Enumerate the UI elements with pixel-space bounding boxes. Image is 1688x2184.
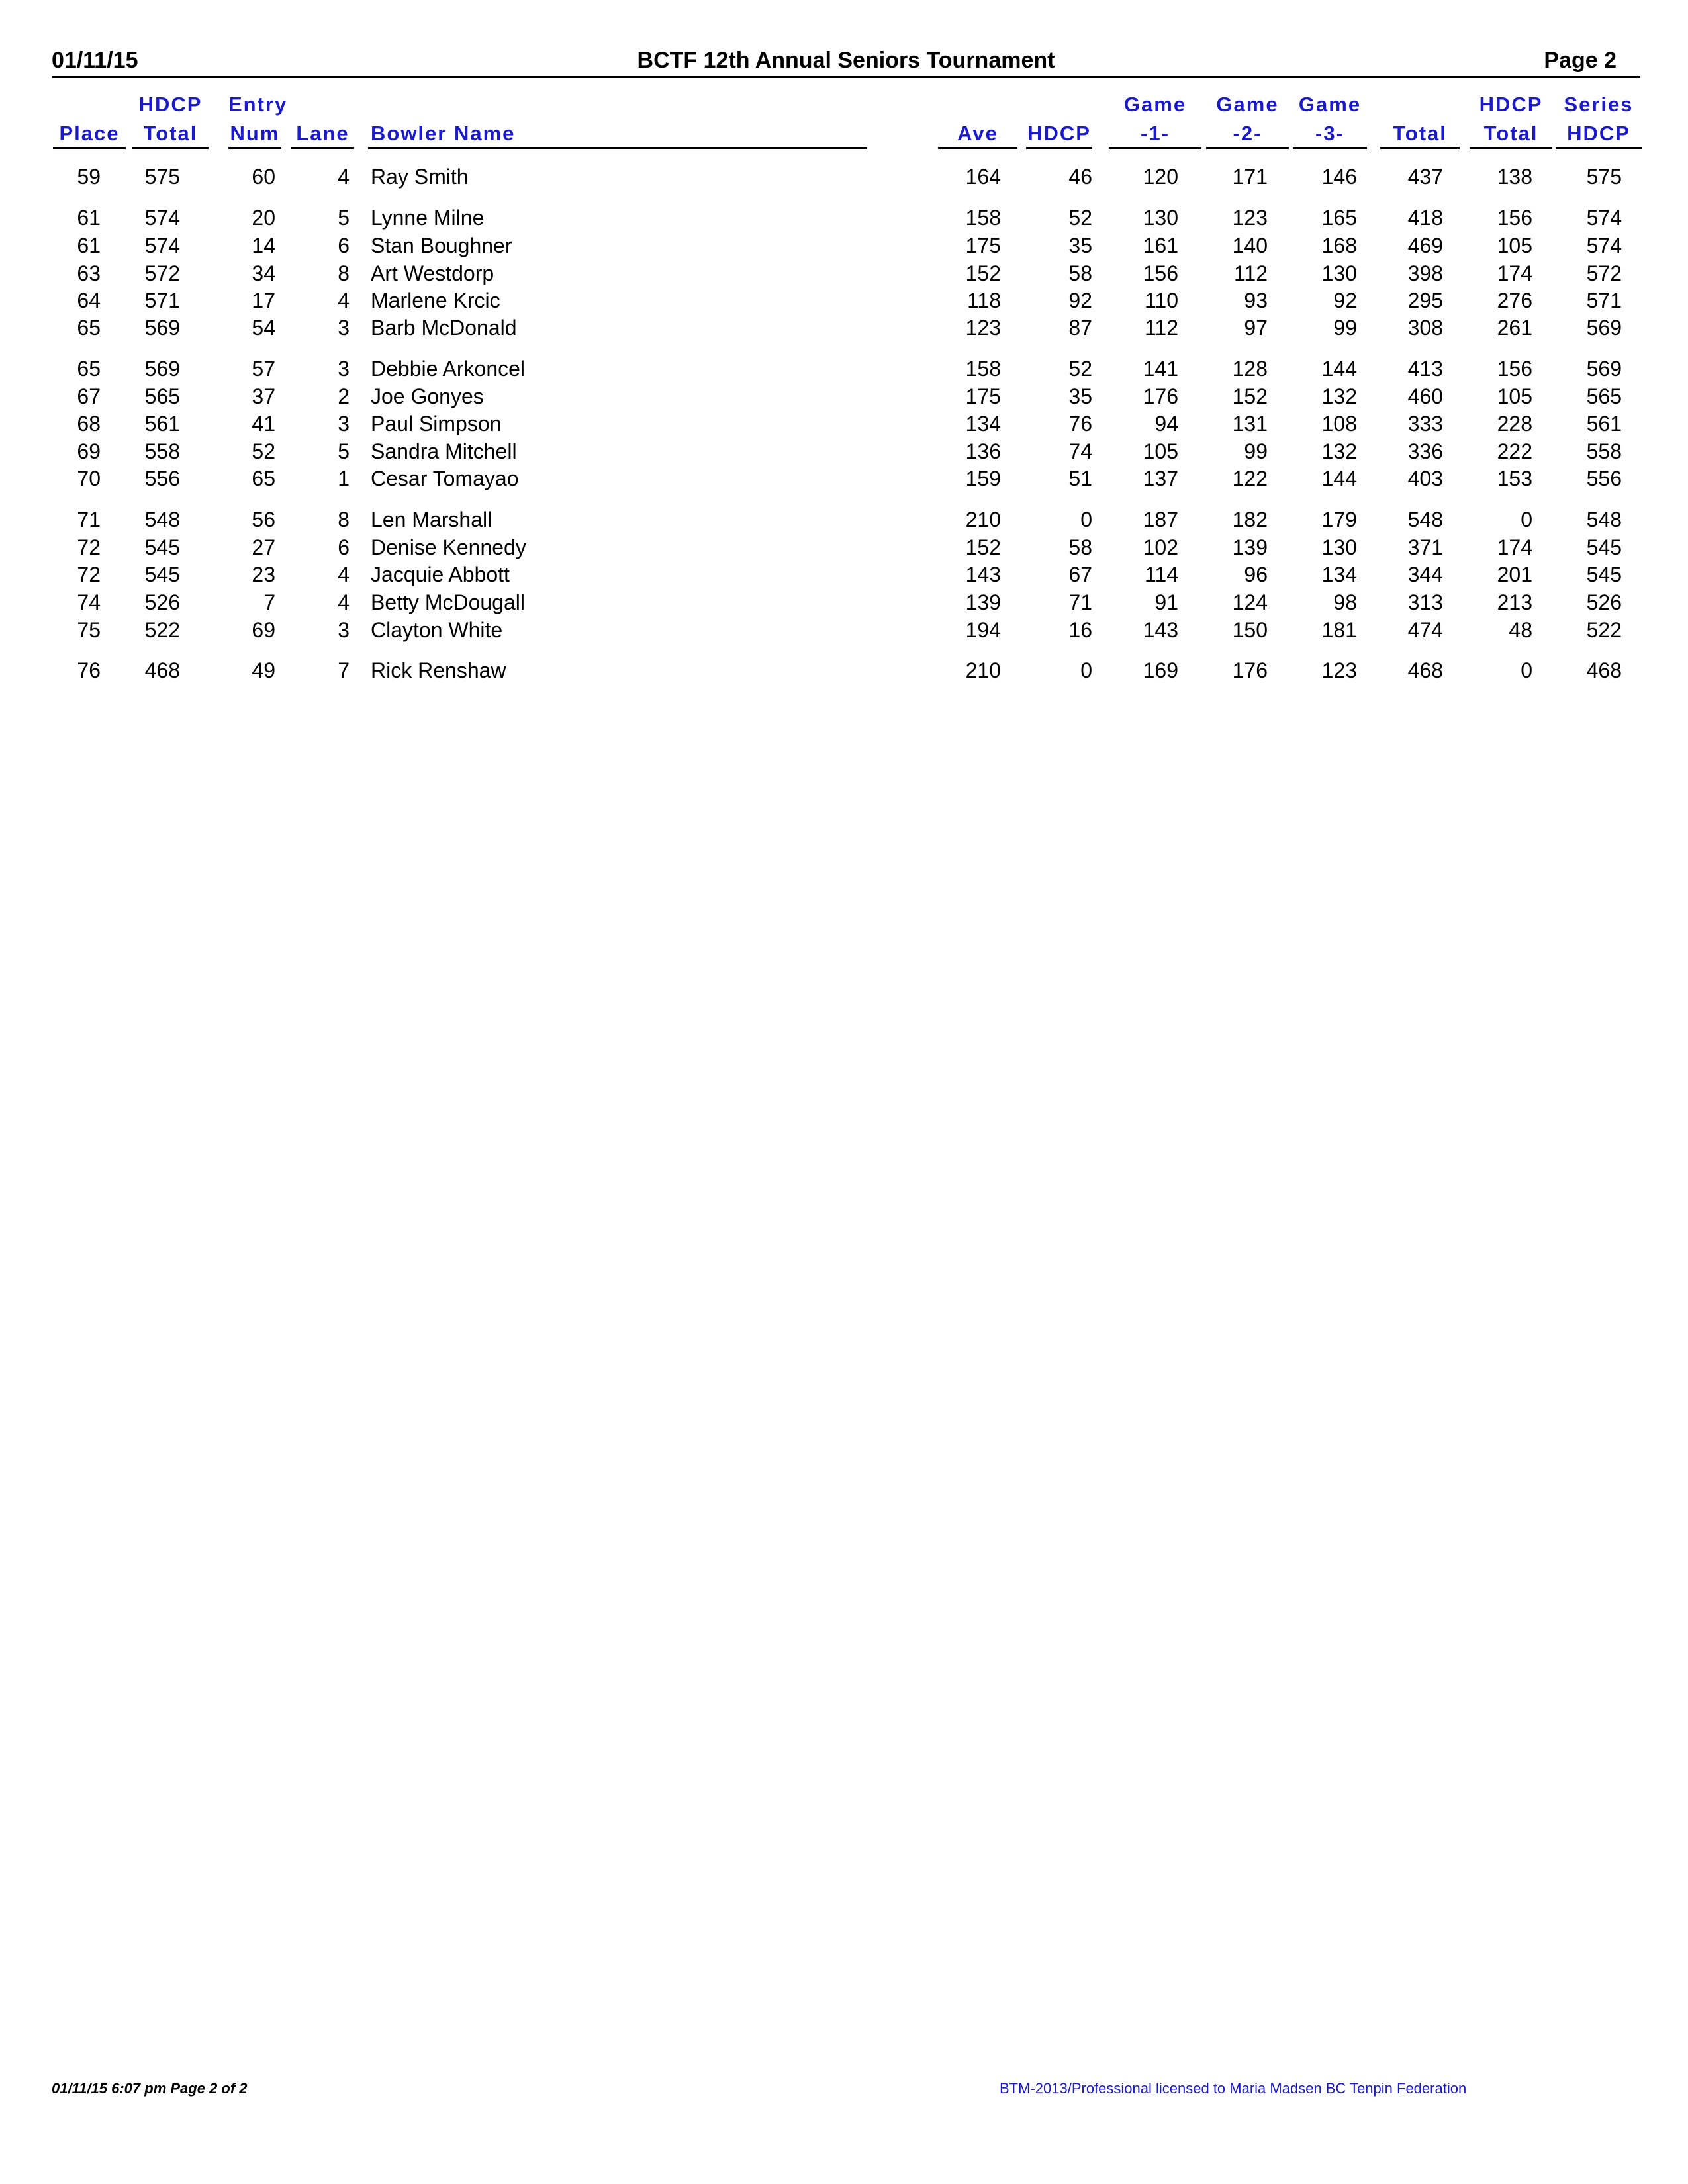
- col-header-underline: [132, 147, 209, 149]
- cell-lane: 5: [338, 439, 350, 463]
- cell-hdcp: 58: [1068, 261, 1092, 285]
- cell-hdcp_total: 545: [144, 563, 180, 586]
- col-header-hdcp_total2: Total: [1483, 122, 1538, 145]
- cell-game3: 123: [1321, 659, 1357, 682]
- cell-series_hdcp: 548: [1586, 508, 1622, 531]
- cell-place: 63: [77, 261, 101, 285]
- cell-game2: 139: [1232, 535, 1268, 559]
- cell-place: 68: [77, 412, 101, 435]
- cell-game2: 131: [1232, 412, 1268, 435]
- cell-ave: 175: [965, 234, 1001, 257]
- cell-bowler_name: Debbie Arkoncel: [371, 357, 526, 381]
- cell-bowler_name: Rick Renshaw: [371, 659, 506, 682]
- cell-hdcp_total2: 276: [1497, 289, 1532, 312]
- cell-ave: 143: [965, 563, 1001, 586]
- page-number: Page 2: [1544, 48, 1617, 73]
- cell-hdcp_total2: 174: [1497, 535, 1532, 559]
- cell-game3: 132: [1321, 385, 1357, 408]
- cell-ave: 139: [965, 590, 1001, 614]
- cell-game1: 161: [1143, 234, 1178, 257]
- cell-hdcp: 35: [1068, 385, 1092, 408]
- cell-entry_num: 41: [252, 412, 275, 435]
- cell-game2: 122: [1232, 467, 1268, 490]
- cell-place: 65: [77, 357, 101, 381]
- cell-game2: 124: [1232, 590, 1268, 614]
- cell-place: 64: [77, 289, 101, 312]
- col-header-hdcp_total2-line1: HDCP: [1479, 93, 1543, 116]
- col-header-underline: [938, 147, 1017, 149]
- col-header-hdcp_total-line1: HDCP: [138, 93, 203, 116]
- cell-game2: 182: [1232, 508, 1268, 531]
- cell-entry_num: 56: [252, 508, 275, 531]
- cell-entry_num: 20: [252, 206, 275, 230]
- cell-series_hdcp: 575: [1586, 165, 1622, 189]
- cell-lane: 6: [338, 234, 350, 257]
- report-date: 01/11/15: [52, 48, 138, 73]
- footer-license: BTM-2013/Professional licensed to Maria Madsen BC Tenpin Federation: [1000, 2080, 1467, 2097]
- cell-hdcp_total2: 48: [1509, 618, 1532, 642]
- cell-hdcp_total: 575: [144, 165, 180, 189]
- cell-lane: 8: [338, 261, 350, 285]
- cell-ave: 152: [965, 261, 1001, 285]
- cell-hdcp: 51: [1068, 467, 1092, 490]
- col-header-entry_num-line1: Entry: [228, 93, 288, 116]
- cell-hdcp_total: 565: [144, 385, 180, 408]
- cell-place: 67: [77, 385, 101, 408]
- col-header-game1: -1-: [1141, 122, 1170, 145]
- cell-lane: 6: [338, 535, 350, 559]
- col-header-underline: [1206, 147, 1289, 149]
- cell-game3: 181: [1321, 618, 1357, 642]
- col-header-underline: [291, 147, 354, 149]
- cell-entry_num: 52: [252, 439, 275, 463]
- cell-bowler_name: Lynne Milne: [371, 206, 485, 230]
- cell-total: 437: [1407, 165, 1443, 189]
- cell-bowler_name: Jacquie Abbott: [371, 563, 510, 586]
- cell-entry_num: 7: [263, 590, 275, 614]
- cell-hdcp_total2: 201: [1497, 563, 1532, 586]
- cell-ave: 210: [965, 659, 1001, 682]
- col-header-total: Total: [1393, 122, 1447, 145]
- cell-place: 76: [77, 659, 101, 682]
- cell-ave: 134: [965, 412, 1001, 435]
- cell-place: 72: [77, 563, 101, 586]
- col-header-game2: -2-: [1233, 122, 1262, 145]
- cell-hdcp: 46: [1068, 165, 1092, 189]
- cell-place: 71: [77, 508, 101, 531]
- cell-hdcp_total: 571: [144, 289, 180, 312]
- col-header-game3: -3-: [1315, 122, 1344, 145]
- cell-game3: 134: [1321, 563, 1357, 586]
- cell-game1: 130: [1143, 206, 1178, 230]
- cell-series_hdcp: 569: [1586, 357, 1622, 381]
- cell-hdcp_total: 561: [144, 412, 180, 435]
- cell-hdcp_total2: 138: [1497, 165, 1532, 189]
- cell-lane: 3: [338, 357, 350, 381]
- cell-total: 295: [1407, 289, 1443, 312]
- cell-hdcp_total2: 174: [1497, 261, 1532, 285]
- cell-place: 70: [77, 467, 101, 490]
- cell-hdcp: 67: [1068, 563, 1092, 586]
- cell-game1: 187: [1143, 508, 1178, 531]
- cell-series_hdcp: 572: [1586, 261, 1622, 285]
- cell-game3: 144: [1321, 357, 1357, 381]
- cell-bowler_name: Betty McDougall: [371, 590, 525, 614]
- cell-game1: 91: [1154, 590, 1178, 614]
- cell-game2: 176: [1232, 659, 1268, 682]
- cell-hdcp_total: 556: [144, 467, 180, 490]
- cell-lane: 2: [338, 385, 350, 408]
- cell-hdcp: 71: [1068, 590, 1092, 614]
- cell-series_hdcp: 556: [1586, 467, 1622, 490]
- cell-hdcp: 0: [1080, 659, 1092, 682]
- cell-entry_num: 23: [252, 563, 275, 586]
- cell-hdcp: 92: [1068, 289, 1092, 312]
- col-header-game3-line1: Game: [1298, 93, 1362, 116]
- cell-lane: 8: [338, 508, 350, 531]
- col-header-series_hdcp-line1: Series: [1564, 93, 1634, 116]
- cell-game3: 146: [1321, 165, 1357, 189]
- cell-game1: 176: [1143, 385, 1178, 408]
- cell-bowler_name: Joe Gonyes: [371, 385, 484, 408]
- cell-lane: 1: [338, 467, 350, 490]
- cell-ave: 123: [965, 316, 1001, 340]
- cell-entry_num: 17: [252, 289, 275, 312]
- cell-hdcp: 35: [1068, 234, 1092, 257]
- cell-game3: 165: [1321, 206, 1357, 230]
- cell-hdcp_total: 574: [144, 234, 180, 257]
- cell-lane: 4: [338, 590, 350, 614]
- cell-total: 548: [1407, 508, 1443, 531]
- cell-bowler_name: Sandra Mitchell: [371, 439, 517, 463]
- cell-ave: 194: [965, 618, 1001, 642]
- cell-game2: 150: [1232, 618, 1268, 642]
- cell-game3: 92: [1333, 289, 1357, 312]
- cell-hdcp_total: 468: [144, 659, 180, 682]
- cell-game2: 171: [1232, 165, 1268, 189]
- cell-series_hdcp: 522: [1586, 618, 1622, 642]
- header-rule: [52, 76, 1640, 78]
- cell-hdcp_total: 572: [144, 261, 180, 285]
- cell-game1: 102: [1143, 535, 1178, 559]
- cell-game1: 114: [1144, 563, 1178, 586]
- cell-entry_num: 37: [252, 385, 275, 408]
- cell-lane: 3: [338, 618, 350, 642]
- cell-game2: 128: [1232, 357, 1268, 381]
- cell-game1: 156: [1143, 261, 1178, 285]
- cell-game3: 168: [1321, 234, 1357, 257]
- cell-bowler_name: Cesar Tomayao: [371, 467, 519, 490]
- cell-hdcp_total2: 105: [1497, 234, 1532, 257]
- footer-timestamp: 01/11/15 6:07 pm Page 2 of 2: [52, 2080, 248, 2097]
- cell-game2: 152: [1232, 385, 1268, 408]
- cell-bowler_name: Len Marshall: [371, 508, 492, 531]
- cell-bowler_name: Stan Boughner: [371, 234, 512, 257]
- col-header-game2-line1: Game: [1216, 93, 1279, 116]
- report-title: BCTF 12th Annual Seniors Tournament: [637, 48, 1055, 73]
- cell-hdcp_total2: 156: [1497, 357, 1532, 381]
- col-header-game1-line1: Game: [1123, 93, 1187, 116]
- cell-lane: 4: [338, 563, 350, 586]
- col-header-underline: [53, 147, 126, 149]
- cell-game2: 123: [1232, 206, 1268, 230]
- cell-hdcp_total: 558: [144, 439, 180, 463]
- cell-total: 398: [1407, 261, 1443, 285]
- cell-total: 371: [1407, 535, 1443, 559]
- cell-total: 413: [1407, 357, 1443, 381]
- cell-place: 74: [77, 590, 101, 614]
- cell-series_hdcp: 468: [1586, 659, 1622, 682]
- cell-total: 308: [1407, 316, 1443, 340]
- cell-series_hdcp: 571: [1586, 289, 1622, 312]
- cell-game1: 105: [1143, 439, 1178, 463]
- col-header-series_hdcp: HDCP: [1567, 122, 1630, 145]
- cell-hdcp: 52: [1068, 206, 1092, 230]
- cell-game2: 96: [1244, 563, 1268, 586]
- cell-game3: 130: [1321, 535, 1357, 559]
- cell-hdcp: 58: [1068, 535, 1092, 559]
- cell-game1: 120: [1143, 165, 1178, 189]
- cell-hdcp_total2: 228: [1497, 412, 1532, 435]
- cell-ave: 152: [965, 535, 1001, 559]
- col-header-underline: [1556, 147, 1642, 149]
- cell-entry_num: 49: [252, 659, 275, 682]
- cell-series_hdcp: 565: [1586, 385, 1622, 408]
- cell-lane: 5: [338, 206, 350, 230]
- cell-game3: 179: [1321, 508, 1357, 531]
- cell-place: 61: [77, 234, 101, 257]
- cell-hdcp_total: 569: [144, 316, 180, 340]
- cell-game3: 144: [1321, 467, 1357, 490]
- cell-place: 65: [77, 316, 101, 340]
- cell-entry_num: 54: [252, 316, 275, 340]
- cell-game1: 143: [1143, 618, 1178, 642]
- cell-ave: 158: [965, 357, 1001, 381]
- cell-entry_num: 60: [252, 165, 275, 189]
- cell-game2: 112: [1233, 261, 1268, 285]
- cell-ave: 175: [965, 385, 1001, 408]
- col-header-underline: [1470, 147, 1552, 149]
- cell-entry_num: 27: [252, 535, 275, 559]
- cell-lane: 7: [338, 659, 350, 682]
- col-header-entry_num: Num: [230, 122, 280, 145]
- col-header-bowler_name: Bowler Name: [371, 122, 516, 145]
- cell-ave: 164: [965, 165, 1001, 189]
- cell-game3: 130: [1321, 261, 1357, 285]
- cell-game3: 98: [1333, 590, 1357, 614]
- cell-series_hdcp: 545: [1586, 535, 1622, 559]
- cell-hdcp_total: 545: [144, 535, 180, 559]
- col-header-underline: [368, 147, 867, 149]
- cell-game2: 93: [1244, 289, 1268, 312]
- col-header-underline: [1380, 147, 1460, 149]
- cell-place: 72: [77, 535, 101, 559]
- cell-hdcp: 16: [1068, 618, 1092, 642]
- col-header-lane: Lane: [296, 122, 350, 145]
- cell-total: 333: [1407, 412, 1443, 435]
- cell-lane: 3: [338, 316, 350, 340]
- cell-total: 468: [1407, 659, 1443, 682]
- cell-hdcp_total2: 0: [1521, 508, 1532, 531]
- cell-entry_num: 69: [252, 618, 275, 642]
- cell-hdcp_total: 526: [144, 590, 180, 614]
- cell-hdcp_total: 548: [144, 508, 180, 531]
- cell-hdcp_total2: 222: [1497, 439, 1532, 463]
- cell-entry_num: 57: [252, 357, 275, 381]
- cell-place: 69: [77, 439, 101, 463]
- cell-ave: 159: [965, 467, 1001, 490]
- cell-series_hdcp: 574: [1586, 234, 1622, 257]
- cell-bowler_name: Barb McDonald: [371, 316, 517, 340]
- cell-bowler_name: Ray Smith: [371, 165, 469, 189]
- cell-hdcp: 74: [1068, 439, 1092, 463]
- cell-series_hdcp: 569: [1586, 316, 1622, 340]
- cell-hdcp: 0: [1080, 508, 1092, 531]
- cell-total: 460: [1407, 385, 1443, 408]
- cell-series_hdcp: 574: [1586, 206, 1622, 230]
- col-header-ave: Ave: [957, 122, 998, 145]
- cell-entry_num: 34: [252, 261, 275, 285]
- cell-lane: 4: [338, 165, 350, 189]
- cell-game1: 94: [1154, 412, 1178, 435]
- cell-bowler_name: Clayton White: [371, 618, 503, 642]
- cell-total: 313: [1407, 590, 1443, 614]
- cell-total: 418: [1407, 206, 1443, 230]
- cell-game1: 137: [1143, 467, 1178, 490]
- cell-ave: 210: [965, 508, 1001, 531]
- cell-series_hdcp: 526: [1586, 590, 1622, 614]
- cell-series_hdcp: 561: [1586, 412, 1622, 435]
- cell-game1: 110: [1144, 289, 1178, 312]
- col-header-underline: [1026, 147, 1092, 149]
- col-header-underline: [228, 147, 281, 149]
- cell-bowler_name: Art Westdorp: [371, 261, 494, 285]
- cell-total: 344: [1407, 563, 1443, 586]
- cell-hdcp_total2: 105: [1497, 385, 1532, 408]
- cell-game1: 169: [1143, 659, 1178, 682]
- cell-total: 403: [1407, 467, 1443, 490]
- cell-hdcp_total2: 156: [1497, 206, 1532, 230]
- col-header-hdcp_total: Total: [143, 122, 198, 145]
- cell-hdcp_total2: 261: [1497, 316, 1532, 340]
- cell-hdcp_total2: 153: [1497, 467, 1532, 490]
- cell-hdcp: 76: [1068, 412, 1092, 435]
- cell-lane: 3: [338, 412, 350, 435]
- cell-lane: 4: [338, 289, 350, 312]
- cell-game1: 141: [1143, 357, 1178, 381]
- cell-game1: 112: [1144, 316, 1178, 340]
- cell-ave: 158: [965, 206, 1001, 230]
- cell-series_hdcp: 545: [1586, 563, 1622, 586]
- cell-bowler_name: Paul Simpson: [371, 412, 502, 435]
- cell-entry_num: 65: [252, 467, 275, 490]
- cell-hdcp: 87: [1068, 316, 1092, 340]
- col-header-underline: [1293, 147, 1367, 149]
- cell-game3: 108: [1321, 412, 1357, 435]
- cell-game2: 140: [1232, 234, 1268, 257]
- cell-place: 61: [77, 206, 101, 230]
- cell-total: 336: [1407, 439, 1443, 463]
- cell-hdcp_total: 574: [144, 206, 180, 230]
- cell-hdcp_total: 569: [144, 357, 180, 381]
- cell-place: 59: [77, 165, 101, 189]
- cell-ave: 118: [966, 289, 1001, 312]
- col-header-place: Place: [59, 122, 120, 145]
- cell-bowler_name: Marlene Krcic: [371, 289, 500, 312]
- cell-hdcp_total2: 0: [1521, 659, 1532, 682]
- cell-total: 469: [1407, 234, 1443, 257]
- cell-game2: 99: [1244, 439, 1268, 463]
- cell-hdcp: 52: [1068, 357, 1092, 381]
- cell-hdcp_total2: 213: [1497, 590, 1532, 614]
- cell-game3: 99: [1333, 316, 1357, 340]
- cell-bowler_name: Denise Kennedy: [371, 535, 526, 559]
- col-header-hdcp: HDCP: [1027, 122, 1091, 145]
- cell-series_hdcp: 558: [1586, 439, 1622, 463]
- cell-hdcp_total: 522: [144, 618, 180, 642]
- cell-ave: 136: [965, 439, 1001, 463]
- col-header-underline: [1109, 147, 1201, 149]
- cell-place: 75: [77, 618, 101, 642]
- cell-game2: 97: [1244, 316, 1268, 340]
- cell-total: 474: [1407, 618, 1443, 642]
- cell-game3: 132: [1321, 439, 1357, 463]
- cell-entry_num: 14: [252, 234, 275, 257]
